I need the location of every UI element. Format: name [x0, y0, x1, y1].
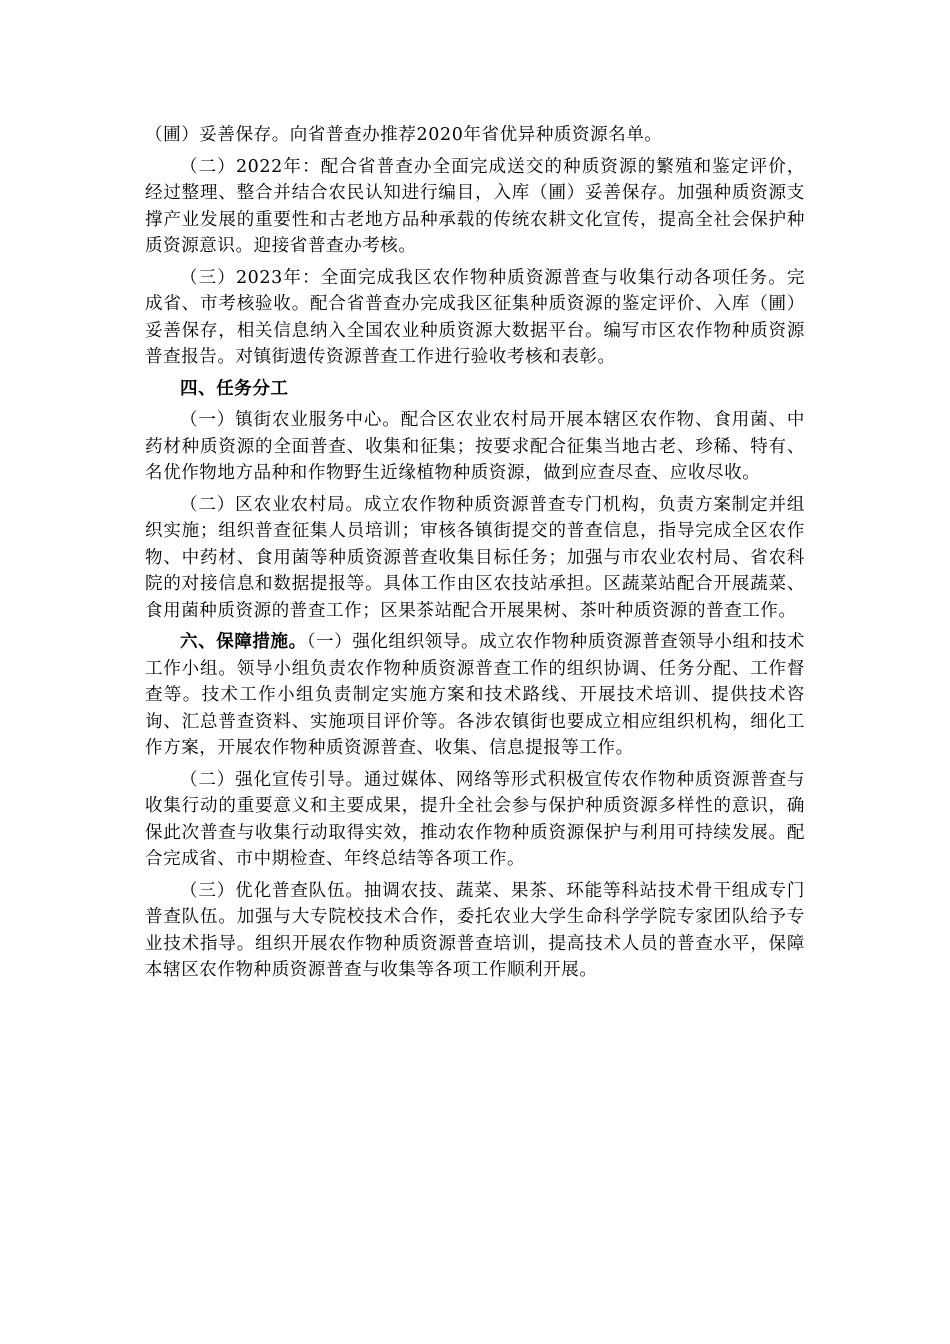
paragraph-survey-team: （三）优化普查队伍。抽调农技、蔬菜、果茶、环能等科站技术骨干组成专门普查队伍。加强与大专院校技术合作，委托农业大学生命科学学院专家团队给予专业技术指导。组织开展农作物种质资源普查培训，提高技术人员的普查水平，保障本辖区农作物种质资源普查与收集等各项工作顺利开展。 [145, 880, 805, 980]
paragraph-safeguards-text: （一）强化组织领导。成立农作物种质资源普查领导小组和技术工作小组。领导小组负责农作物种质资源普查工作的组织协调、任务分配、工作督查等。技术工作小组负责制定实施方案和技术路线、开展技术培训、提供技术咨询、汇总普查资料、实施项目评价等。各涉农镇街也要成立相应组织机构，细化工作方案，开展农作物种质资源普查、收集、信息提报等工作。 [145, 632, 805, 758]
paragraph-town-service-center: （一）镇街农业服务中心。配合区农业农村局开展本辖区农作物、食用菌、中药材种质资源的全面普查、收集和征集；按要求配合征集当地古老、珍稀、特有、名优作物地方品种和作物野生近缘植物种质资源，做到应查尽查、应收尽收。 [145, 410, 805, 483]
document-page [145, 122, 805, 984]
paragraph-district-bureau: （二）区农业农村局。成立农作物种质资源普查专门机构，负责方案制定并组织实施；组织普查征集人员培训；审核各镇街提交的普查信息，指导完成全区农作物、中药材、食用菌等种质资源普查收集目标任务；加强与市农业农村局、省农科院的对接信息和数据提报等。具体工作由区农技站承担。区蔬菜站配合开展蔬菜、食用菌种质资源的普查工作；区果茶站配合开展果树、茶叶种质资源的普查工作。 [145, 494, 805, 621]
section-heading-safeguards: 六、保障措施。 [180, 632, 307, 652]
paragraph-continuation: （圃）妥善保存。向省普查办推荐2020年省优异种质资源名单。 [145, 125, 663, 145]
paragraph-publicity: （二）强化宣传引导。通过媒体、网络等形式积极宣传农作物种质资源普查与收集行动的重要意义和主要成果，提升全社会参与保护种质资源多样性的意识，确保此次普查与收集行动取得实效，推动农作物种质资源保护与利用可持续发展。配合完成省、市中期检查、年终总结等各项工作。 [145, 769, 805, 869]
paragraph-2022: （二）2022年：配合省普查办全面完成送交的种质资源的繁殖和鉴定评价，经过整理、整合并结合农民认知进行编目，入库（圃）妥善保存。加强种质资源支撑产业发展的重要性和古老地方品种承载的传统农耕文化宣传，提高全社会保护种质资源意识。迎接省普查办考核。 [145, 156, 805, 256]
section-heading-task-division: 四、任务分工 [180, 378, 289, 399]
paragraph-2023: （三）2023年：全面完成我区农作物种质资源普查与收集行动各项任务。完成省、市考核验收。配合省普查办完成我区征集种质资源的鉴定评价、入库（圃）妥善保存，相关信息纳入全国农业种质资源大数据平台。编写市区农作物种质资源普查报告。对镇街遗传资源普查工作进行验收考核和表彰。 [145, 267, 805, 367]
paragraph-safeguards [145, 629, 805, 762]
